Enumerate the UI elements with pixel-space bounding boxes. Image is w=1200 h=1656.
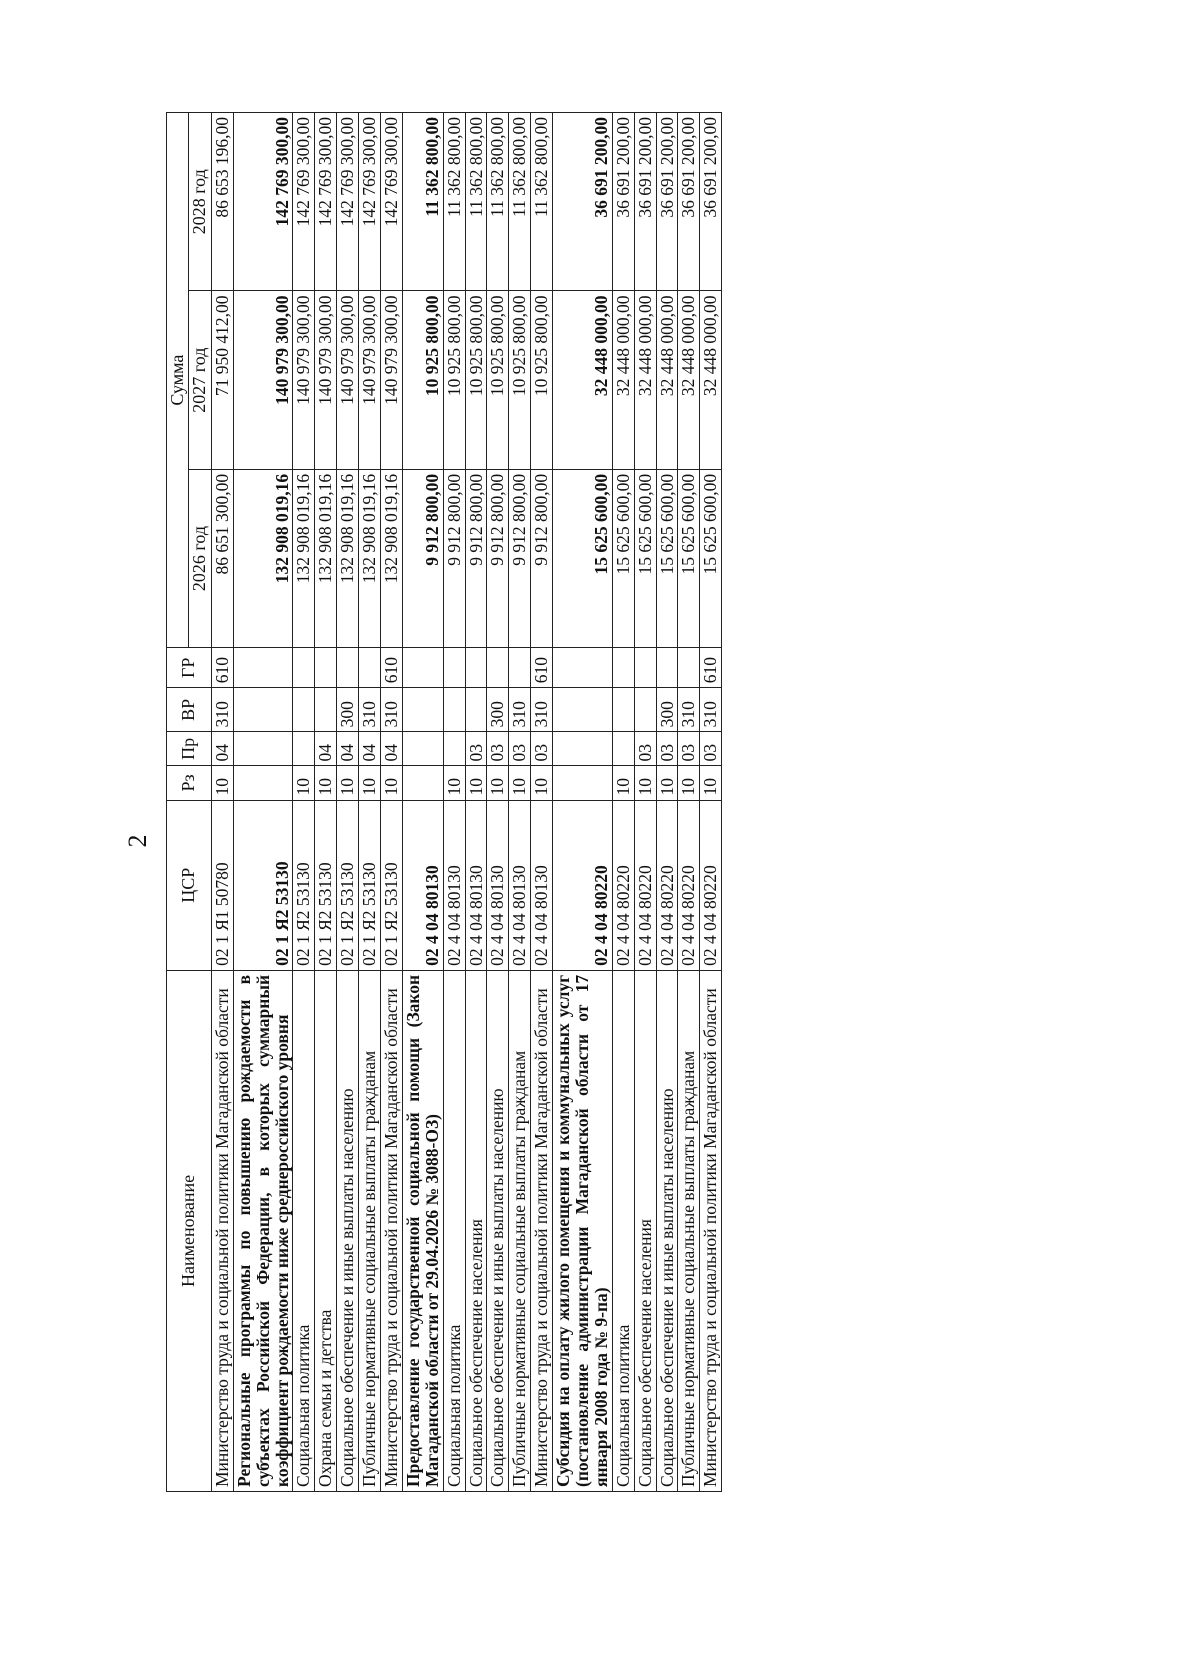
row-gr	[315, 648, 337, 688]
row-csr: 02 1 Я2 53130	[233, 800, 293, 970]
row-sum-2026: 15 625 600,00	[656, 469, 678, 647]
table-row	[656, 113, 678, 1492]
row-sum-2027: 10 925 800,00	[531, 291, 553, 469]
row-sum-2028: 36 691 200,00	[656, 113, 678, 291]
header-pr: Пр	[167, 732, 212, 766]
row-pr	[443, 732, 465, 766]
row-rz: 10	[293, 766, 315, 800]
row-csr: 02 4 04 80130	[402, 800, 443, 970]
table-row	[531, 113, 553, 1492]
table-row	[509, 113, 531, 1492]
row-name: Социальное обеспечение и иные выплаты населению	[487, 970, 509, 1491]
row-gr	[359, 648, 381, 688]
row-csr: 02 4 04 80220	[700, 800, 722, 970]
row-sum-2027: 140 979 300,00	[315, 291, 337, 469]
row-vr	[233, 688, 293, 732]
row-pr: 03	[656, 732, 678, 766]
row-sum-2028: 142 769 300,00	[233, 113, 293, 291]
row-sum-2026: 15 625 600,00	[612, 469, 634, 647]
row-csr: 02 4 04 80130	[487, 800, 509, 970]
row-csr: 02 4 04 80130	[443, 800, 465, 970]
row-gr	[293, 648, 315, 688]
header-name: Наименование	[167, 970, 212, 1491]
row-csr: 02 4 04 80130	[531, 800, 553, 970]
row-gr	[465, 648, 487, 688]
row-name: Охрана семьи и детства	[315, 970, 337, 1491]
row-name: Социальное обеспечение и иные выплаты населению	[656, 970, 678, 1491]
row-sum-2026: 9 912 800,00	[531, 469, 553, 647]
row-pr: 04	[359, 732, 381, 766]
row-sum-2026: 15 625 600,00	[700, 469, 722, 647]
row-csr: 02 4 04 80220	[678, 800, 700, 970]
row-rz: 10	[359, 766, 381, 800]
table-row	[293, 113, 315, 1492]
table-row	[700, 113, 722, 1492]
row-sum-2028: 142 769 300,00	[315, 113, 337, 291]
table-row	[487, 113, 509, 1492]
row-vr: 300	[337, 688, 359, 732]
row-name: Субсидия на оплату жилого помещения и коммунальных услуг (постановление администрации Магаданской области от 17 января 2008 года № 9-па)	[553, 970, 613, 1491]
row-sum-2028: 11 362 800,00	[465, 113, 487, 291]
row-sum-2028: 11 362 800,00	[402, 113, 443, 291]
row-name: Региональные программы по повышению рождаемости в субъектах Российской Федерации, в которых суммарный коэффициент рождаемости ниже среднероссийского уровня	[233, 970, 293, 1491]
row-name: Министерство труда и социальной политики Магаданской области	[700, 970, 722, 1491]
row-sum-2027: 140 979 300,00	[359, 291, 381, 469]
row-gr	[337, 648, 359, 688]
row-gr	[553, 648, 613, 688]
row-name: Социальное обеспечение населения	[634, 970, 656, 1491]
row-csr: 02 1 Я2 53130	[293, 800, 315, 970]
row-csr: 02 1 Я2 53130	[359, 800, 381, 970]
row-rz	[553, 766, 613, 800]
table-header	[167, 113, 212, 1492]
row-name: Социальное обеспечение и иные выплаты населению	[337, 970, 359, 1491]
row-sum-2028: 142 769 300,00	[381, 113, 403, 291]
page-number: 2	[123, 834, 152, 848]
row-sum-2027: 10 925 800,00	[509, 291, 531, 469]
row-vr	[315, 688, 337, 732]
row-sum-2028: 86 653 196,00	[211, 113, 233, 291]
row-rz: 10	[465, 766, 487, 800]
row-sum-2026: 132 908 019,16	[337, 469, 359, 647]
row-sum-2028: 142 769 300,00	[293, 113, 315, 291]
row-pr: 03	[678, 732, 700, 766]
row-vr: 310	[359, 688, 381, 732]
row-sum-2026: 9 912 800,00	[443, 469, 465, 647]
row-sum-2026: 15 625 600,00	[678, 469, 700, 647]
row-name: Министерство труда и социальной политики Магаданской области	[211, 970, 233, 1491]
row-name: Социальное обеспечение населения	[465, 970, 487, 1491]
row-name: Предоставление государственной социальной помощи (Закон Магаданской области от 29.04.2026 № 3088-ОЗ)	[402, 970, 443, 1491]
table-row	[402, 113, 443, 1492]
row-pr: 03	[509, 732, 531, 766]
row-csr: 02 4 04 80220	[634, 800, 656, 970]
table-row	[315, 113, 337, 1492]
row-gr	[612, 648, 634, 688]
row-csr: 02 1 Я2 53130	[315, 800, 337, 970]
row-sum-2028: 36 691 200,00	[634, 113, 656, 291]
row-pr: 03	[531, 732, 553, 766]
row-rz: 10	[381, 766, 403, 800]
header-2026: 2026 год	[189, 469, 211, 647]
row-rz: 10	[509, 766, 531, 800]
row-sum-2028: 142 769 300,00	[337, 113, 359, 291]
table-row	[612, 113, 634, 1492]
row-vr	[553, 688, 613, 732]
table-row	[678, 113, 700, 1492]
row-csr: 02 4 04 80220	[612, 800, 634, 970]
table-row	[337, 113, 359, 1492]
row-rz: 10	[315, 766, 337, 800]
row-gr	[402, 648, 443, 688]
row-vr: 310	[700, 688, 722, 732]
table-row	[233, 113, 293, 1492]
row-vr: 310	[678, 688, 700, 732]
row-name: Социальная политика	[293, 970, 315, 1491]
row-rz: 10	[443, 766, 465, 800]
row-gr: 610	[381, 648, 403, 688]
row-sum-2026: 9 912 800,00	[487, 469, 509, 647]
header-2027: 2027 год	[189, 291, 211, 469]
row-pr: 04	[337, 732, 359, 766]
table-row	[465, 113, 487, 1492]
row-rz	[402, 766, 443, 800]
row-gr: 610	[531, 648, 553, 688]
row-csr: 02 1 Я2 53130	[337, 800, 359, 970]
row-gr	[487, 648, 509, 688]
row-gr	[443, 648, 465, 688]
row-csr: 02 4 04 80220	[656, 800, 678, 970]
row-pr: 03	[634, 732, 656, 766]
row-sum-2026: 15 625 600,00	[553, 469, 613, 647]
row-vr: 300	[487, 688, 509, 732]
row-gr	[634, 648, 656, 688]
row-sum-2027: 32 448 000,00	[553, 291, 613, 469]
row-gr	[656, 648, 678, 688]
table-row	[381, 113, 403, 1492]
row-rz: 10	[337, 766, 359, 800]
row-csr: 02 1 Я1 50780	[211, 800, 233, 970]
table-body	[211, 113, 721, 1492]
row-csr: 02 4 04 80130	[509, 800, 531, 970]
row-sum-2026: 9 912 800,00	[465, 469, 487, 647]
row-vr	[612, 688, 634, 732]
header-2028: 2028 год	[189, 113, 211, 291]
row-sum-2028: 36 691 200,00	[612, 113, 634, 291]
header-csr: ЦСР	[167, 800, 212, 970]
row-pr: 04	[211, 732, 233, 766]
row-rz: 10	[531, 766, 553, 800]
row-vr	[634, 688, 656, 732]
row-sum-2027: 140 979 300,00	[337, 291, 359, 469]
row-pr: 04	[315, 732, 337, 766]
row-sum-2028: 142 769 300,00	[359, 113, 381, 291]
row-rz: 10	[678, 766, 700, 800]
row-csr: 02 4 04 80220	[553, 800, 613, 970]
row-sum-2028: 36 691 200,00	[700, 113, 722, 291]
row-sum-2028: 36 691 200,00	[678, 113, 700, 291]
row-sum-2027: 140 979 300,00	[233, 291, 293, 469]
row-sum-2027: 140 979 300,00	[293, 291, 315, 469]
row-rz: 10	[612, 766, 634, 800]
row-gr	[509, 648, 531, 688]
row-pr	[233, 732, 293, 766]
table-row	[211, 113, 233, 1492]
row-sum-2027: 32 448 000,00	[612, 291, 634, 469]
row-sum-2026: 132 908 019,16	[233, 469, 293, 647]
row-sum-2027: 10 925 800,00	[443, 291, 465, 469]
row-rz: 10	[211, 766, 233, 800]
row-vr: 310	[509, 688, 531, 732]
row-pr: 03	[487, 732, 509, 766]
row-name: Публичные нормативные социальные выплаты гражданам	[359, 970, 381, 1491]
row-sum-2026: 132 908 019,16	[293, 469, 315, 647]
row-gr	[233, 648, 293, 688]
row-sum-2027: 10 925 800,00	[402, 291, 443, 469]
row-gr: 610	[700, 648, 722, 688]
row-rz: 10	[634, 766, 656, 800]
row-csr: 02 1 Я2 53130	[381, 800, 403, 970]
row-vr	[293, 688, 315, 732]
budget-table-container	[166, 112, 1071, 1492]
row-pr: 04	[381, 732, 403, 766]
header-sum: Сумма	[167, 113, 189, 648]
row-sum-2026: 9 912 800,00	[509, 469, 531, 647]
row-rz: 10	[656, 766, 678, 800]
row-sum-2026: 132 908 019,16	[381, 469, 403, 647]
row-name: Публичные нормативные социальные выплаты гражданам	[509, 970, 531, 1491]
row-sum-2026: 132 908 019,16	[315, 469, 337, 647]
row-sum-2028: 11 362 800,00	[531, 113, 553, 291]
row-sum-2028: 36 691 200,00	[553, 113, 613, 291]
row-pr	[293, 732, 315, 766]
budget-table	[166, 112, 722, 1492]
row-vr	[443, 688, 465, 732]
row-sum-2026: 9 912 800,00	[402, 469, 443, 647]
row-sum-2027: 32 448 000,00	[700, 291, 722, 469]
row-sum-2026: 15 625 600,00	[634, 469, 656, 647]
row-sum-2027: 32 448 000,00	[678, 291, 700, 469]
row-pr: 03	[465, 732, 487, 766]
row-sum-2028: 11 362 800,00	[509, 113, 531, 291]
header-vr: ВР	[167, 688, 212, 732]
row-rz	[233, 766, 293, 800]
row-gr: 610	[211, 648, 233, 688]
table-row	[443, 113, 465, 1492]
row-rz: 10	[487, 766, 509, 800]
row-gr	[678, 648, 700, 688]
row-pr	[402, 732, 443, 766]
header-gr: ГР	[167, 648, 212, 688]
row-name: Публичные нормативные социальные выплаты гражданам	[678, 970, 700, 1491]
row-sum-2027: 32 448 000,00	[634, 291, 656, 469]
row-name: Социальная политика	[443, 970, 465, 1491]
row-sum-2026: 86 651 300,00	[211, 469, 233, 647]
row-sum-2026: 132 908 019,16	[359, 469, 381, 647]
row-name: Министерство труда и социальной политики Магаданской области	[531, 970, 553, 1491]
row-csr: 02 4 04 80130	[465, 800, 487, 970]
row-sum-2027: 10 925 800,00	[465, 291, 487, 469]
row-sum-2027: 140 979 300,00	[381, 291, 403, 469]
row-sum-2028: 11 362 800,00	[443, 113, 465, 291]
row-vr: 310	[211, 688, 233, 732]
row-vr	[465, 688, 487, 732]
row-vr: 310	[531, 688, 553, 732]
row-pr	[612, 732, 634, 766]
row-vr	[402, 688, 443, 732]
table-row	[553, 113, 613, 1492]
table-row	[634, 113, 656, 1492]
row-pr: 03	[700, 732, 722, 766]
row-vr: 310	[381, 688, 403, 732]
header-rz: Рз	[167, 766, 212, 800]
row-sum-2028: 11 362 800,00	[487, 113, 509, 291]
row-vr: 300	[656, 688, 678, 732]
table-row	[359, 113, 381, 1492]
row-name: Социальная политика	[612, 970, 634, 1491]
row-sum-2027: 71 950 412,00	[211, 291, 233, 469]
row-name: Министерство труда и социальной политики Магаданской области	[381, 970, 403, 1491]
row-pr	[553, 732, 613, 766]
row-rz: 10	[700, 766, 722, 800]
row-sum-2027: 10 925 800,00	[487, 291, 509, 469]
row-sum-2027: 32 448 000,00	[656, 291, 678, 469]
